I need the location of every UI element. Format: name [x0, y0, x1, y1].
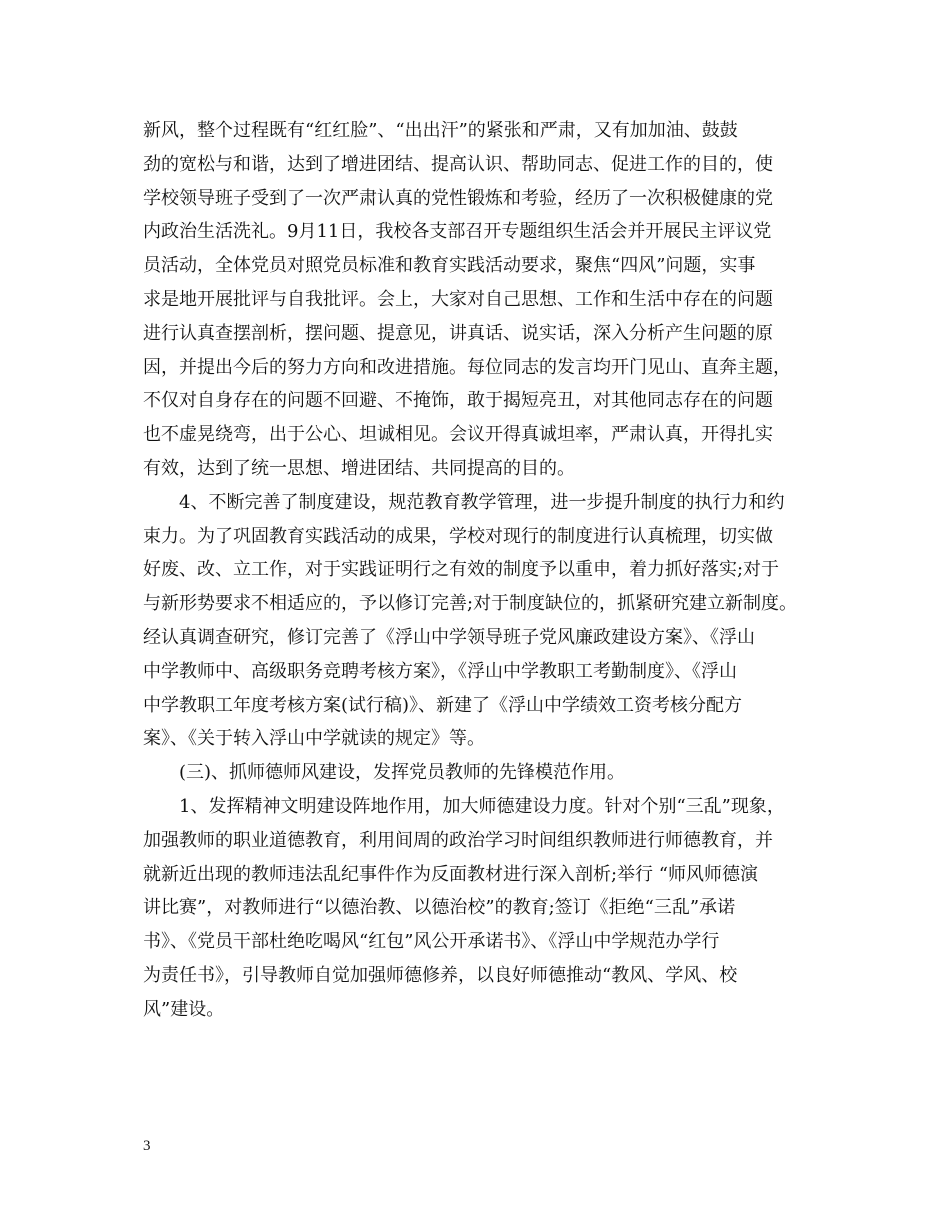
text-line: 加强教师的职业道德教育，利用间周的政治学习时间组织教师进行师德教育，并: [143, 829, 773, 851]
text-line: 劲的宽松与和谐，达到了增进团结、提高认识、帮助同志、促进工作的目的，使: [143, 153, 773, 175]
paragraph-start-line: 4、不断完善了制度建设，规范教育教学管理，进一步提升制度的执行力和约: [179, 491, 785, 513]
text-line: 因，并提出今后的努力方向和改进措施。每位同志的发言均开门见山、直奔主题，: [143, 356, 791, 378]
text-line: 书》、《党员干部杜绝吃喝风“红包”风公开承诺书》、《浮山中学规范办学行: [143, 931, 720, 953]
text-line: 不仅对自身存在的问题不回避、不掩饰，敢于揭短亮丑，对其他同志存在的问题: [143, 390, 773, 412]
text-line: 好废、改、立工作，对于实践证明行之有效的制度予以重申，着力抓好落实;对于: [143, 559, 780, 581]
text-line: 中学教职工年度考核方案(试行稿)》、新建了《浮山中学绩效工资考核分配方: [143, 694, 743, 716]
page-number: 3: [143, 1138, 151, 1154]
text-line: 求是地开展批评与自我批评。会上，大家对自己思想、工作和生活中存在的问题: [143, 288, 773, 310]
text-line: 中学教师中、高级职务竞聘考核方案》，《浮山中学教职工考勤制度》、《浮山: [143, 660, 737, 682]
text-line: 进行认真查摆剖析，摆问题、提意见，讲真话、说实话，深入分析产生问题的原: [143, 322, 773, 344]
text-line: 员活动，全体党员对照党员标准和教育实践活动要求，聚焦“四风”问题，实事: [143, 255, 756, 277]
section-heading-line: (三)、抓师德师风建设，发挥党员教师的先锋模范作用。: [179, 762, 626, 784]
text-line: 内政治生活洗礼。9月11日，我校各支部召开专题组织生活会并开展民主评议党: [143, 221, 772, 243]
text-line: 与新形势要求不相适应的，予以修订完善;对于制度缺位的，抓紧研究建立新制度。: [143, 593, 798, 615]
text-line: 束力。为了巩固教育实践活动的成果，学校对现行的制度进行认真梳理，切实做: [143, 525, 773, 547]
text-line: 有效，达到了统一思想、增进团结、共同提高的目的。: [143, 457, 575, 479]
text-line: 风”建设。: [143, 998, 225, 1020]
text-line: 学校领导班子受到了一次严肃认真的党性锻炼和考验，经历了一次积极健康的党: [143, 187, 773, 209]
paragraph-start-line: 1、发挥精神文明建设阵地作用，加大师德建设力度。针对个别“三乱”现象，: [179, 795, 785, 817]
text-line: 为责任书》，引导教师自觉加强师德修养，以良好师德推动“教风、学风、校: [143, 964, 738, 986]
text-line: 新风，整个过程既有“红红脸”、“出出汗”的紧张和严肃，又有加加油、鼓鼓: [143, 120, 738, 141]
text-line: 案》、《关于转入浮山中学就读的规定》等。: [143, 728, 485, 750]
text-line: 讲比赛”，对教师进行“以德治教、以德治校”的教育;签订《拒绝“三乱”承诺: [143, 897, 736, 919]
text-line: 就新近出现的教师违法乱纪事件作为反面教材进行深入剖析;举行 “师风师德演: [143, 863, 758, 885]
text-line: 也不虚晃绕弯，出于公心、坦诚相见。会议开得真诚坦率，严肃认真，开得扎实: [143, 424, 773, 446]
document-body: [143, 114, 823, 1027]
text-line: 经认真调查研究，修订完善了《浮山中学领导班子党风廉政建设方案》、《浮山: [143, 626, 755, 648]
